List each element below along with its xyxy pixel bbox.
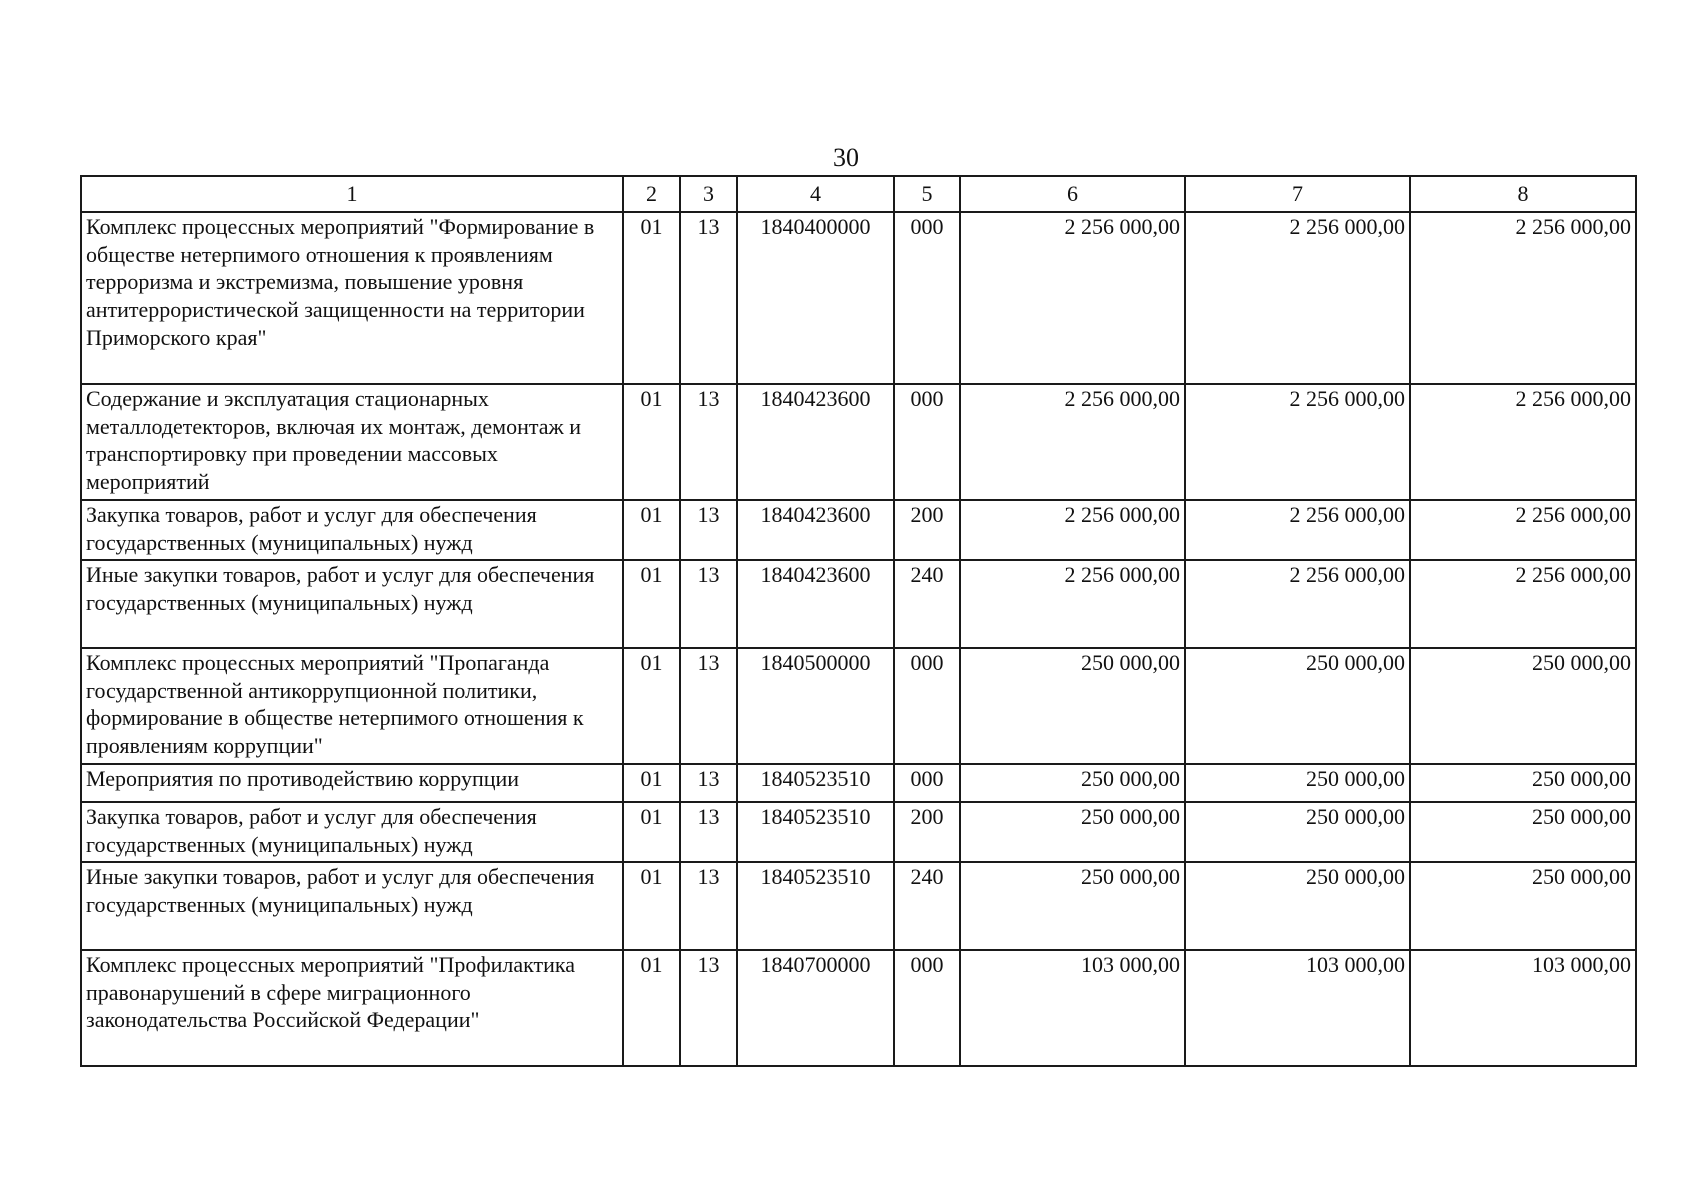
header-row [81,176,1636,212]
row-amount-col6: 250 000,00 [960,648,1185,764]
row-amount-col8: 250 000,00 [1410,862,1636,950]
row-amount-col6: 2 256 000,00 [960,384,1185,500]
row-section: 01 [623,950,680,1066]
row-section: 01 [623,764,680,802]
row-amount-col7: 2 256 000,00 [1185,384,1410,500]
budget-table [80,175,1637,1067]
row-name: Закупка товаров, работ и услуг для обеспечения государственных (муниципальных) нужд [81,500,623,560]
row-amount-col7: 103 000,00 [1185,950,1410,1066]
row-section: 01 [623,384,680,500]
row-section: 01 [623,648,680,764]
row-amount-col7: 2 256 000,00 [1185,212,1410,384]
row-amount-col8: 103 000,00 [1410,950,1636,1066]
row-target-article: 1840523510 [737,862,894,950]
row-section: 01 [623,500,680,560]
row-expense-type: 000 [894,950,960,1066]
table-row [81,802,1636,862]
row-name: Иные закупки товаров, работ и услуг для обеспечения государственных (муниципальных) нужд [81,862,623,950]
row-expense-type: 000 [894,384,960,500]
row-amount-col7: 2 256 000,00 [1185,500,1410,560]
row-amount-col8: 250 000,00 [1410,764,1636,802]
row-subsection: 13 [680,802,737,862]
row-subsection: 13 [680,500,737,560]
row-name: Содержание и эксплуатация стационарных металлодетекторов, включая их монтаж, демонтаж и транспортировку при проведении массовых мероприятий [81,384,623,500]
header-col-3: 3 [680,176,737,212]
row-amount-col8: 250 000,00 [1410,802,1636,862]
row-amount-col7: 2 256 000,00 [1185,560,1410,648]
row-subsection: 13 [680,384,737,500]
row-amount-col7: 250 000,00 [1185,764,1410,802]
row-section: 01 [623,802,680,862]
row-target-article: 1840423600 [737,500,894,560]
row-expense-type: 000 [894,212,960,384]
row-section: 01 [623,862,680,950]
row-name: Закупка товаров, работ и услуг для обеспечения государственных (муниципальных) нужд [81,802,623,862]
row-amount-col8: 2 256 000,00 [1410,500,1636,560]
row-expense-type: 240 [894,862,960,950]
row-name: Иные закупки товаров, работ и услуг для обеспечения государственных (муниципальных) нужд [81,560,623,648]
table-row [81,560,1636,648]
table-row [81,764,1636,802]
row-expense-type: 000 [894,764,960,802]
row-target-article: 1840400000 [737,212,894,384]
row-name: Комплекс процессных мероприятий "Формирование в обществе нетерпимого отношения к проявлениям терроризма и экстремизма, повышение уровня антитеррористической защищенности на территории Приморского края" [81,212,623,384]
row-amount-col6: 103 000,00 [960,950,1185,1066]
row-amount-col8: 250 000,00 [1410,648,1636,764]
header-col-7: 7 [1185,176,1410,212]
header-col-1: 1 [81,176,623,212]
row-amount-col7: 250 000,00 [1185,648,1410,764]
row-expense-type: 000 [894,648,960,764]
row-amount-col6: 2 256 000,00 [960,560,1185,648]
row-subsection: 13 [680,560,737,648]
row-expense-type: 200 [894,500,960,560]
table-row [81,500,1636,560]
table-row [81,862,1636,950]
row-subsection: 13 [680,212,737,384]
row-subsection: 13 [680,648,737,764]
row-expense-type: 200 [894,802,960,862]
row-subsection: 13 [680,950,737,1066]
page-number: 30 [833,143,859,172]
row-amount-col6: 250 000,00 [960,764,1185,802]
row-subsection: 13 [680,862,737,950]
table-row [81,950,1636,1066]
header-col-6: 6 [960,176,1185,212]
row-target-article: 1840700000 [737,950,894,1066]
row-target-article: 1840523510 [737,764,894,802]
header-col-8: 8 [1410,176,1636,212]
row-section: 01 [623,560,680,648]
row-target-article: 1840500000 [737,648,894,764]
row-amount-col8: 2 256 000,00 [1410,384,1636,500]
row-name: Комплекс процессных мероприятий "Профилактика правонарушений в сфере миграционного законодательства Российской Федерации" [81,950,623,1066]
row-target-article: 1840423600 [737,384,894,500]
row-name: Комплекс процессных мероприятий "Пропаганда государственной антикоррупционной политики, формирование в обществе нетерпимого отношения к проявлениям коррупции" [81,648,623,764]
header-col-4: 4 [737,176,894,212]
row-amount-col8: 2 256 000,00 [1410,212,1636,384]
row-section: 01 [623,212,680,384]
row-target-article: 1840523510 [737,802,894,862]
row-amount-col6: 2 256 000,00 [960,212,1185,384]
table-row [81,384,1636,500]
row-name: Мероприятия по противодействию коррупции [81,764,623,802]
table-row [81,648,1636,764]
header-col-2: 2 [623,176,680,212]
row-subsection: 13 [680,764,737,802]
row-expense-type: 240 [894,560,960,648]
row-target-article: 1840423600 [737,560,894,648]
row-amount-col8: 2 256 000,00 [1410,560,1636,648]
table-row [81,212,1636,384]
row-amount-col6: 250 000,00 [960,802,1185,862]
row-amount-col6: 2 256 000,00 [960,500,1185,560]
header-col-5: 5 [894,176,960,212]
row-amount-col6: 250 000,00 [960,862,1185,950]
row-amount-col7: 250 000,00 [1185,802,1410,862]
row-amount-col7: 250 000,00 [1185,862,1410,950]
